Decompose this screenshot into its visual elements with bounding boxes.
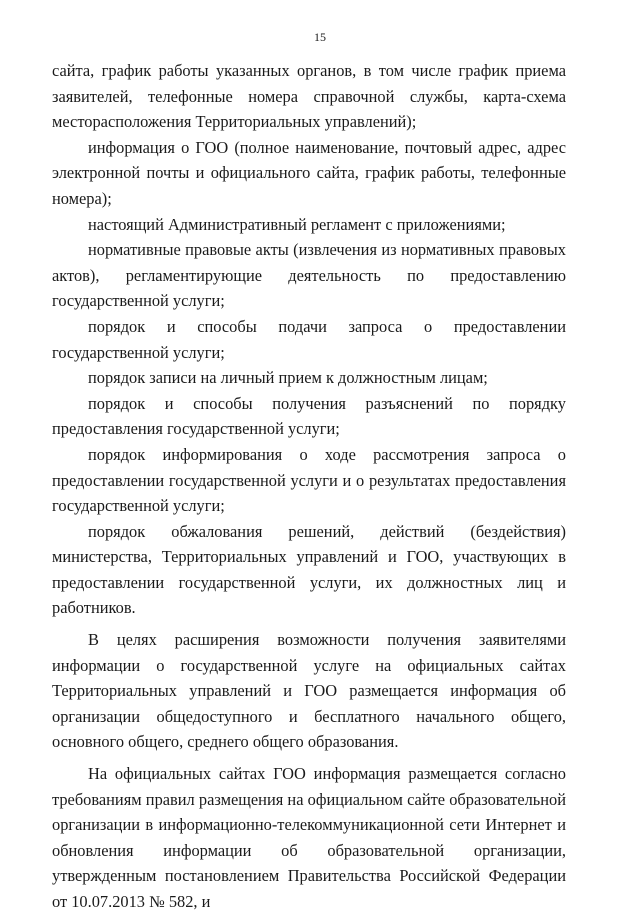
paragraph-9: порядок обжалования решений, действий (бездействия) министерства, Территориальных управлений и ГОО, участвующих в предоставлении государственной услуги, их должностных лиц и работников. — [52, 521, 566, 618]
paragraph-8: порядок информирования о ходе рассмотрения запроса о предоставлении государственной услуги и о результатах предоставления государственной услуги; — [52, 444, 566, 516]
paragraph-3: настоящий Административный регламент с приложениями; — [88, 214, 506, 234]
paragraph-4: нормативные правовые акты (извлечения из нормативных правовых актов), регламентирующие деятельность по предоставлению государственной услуги; — [52, 240, 566, 311]
paragraph-2: информация о ГОО (полное наименование, почтовый адрес, адрес электронной почты и официального сайта, график работы, телефонные номера); — [52, 137, 566, 208]
paragraph-7: порядок и способы получения разъяснений по порядку предоставления государственной услуги; — [52, 393, 566, 439]
paragraph-10: В целях расширения возможности получения заявителями информации о государственной услуге на официальных сайтах Территориальных управлений и ГОО размещается информация об организации общедоступного и бесплатного начального общего, основного общего, среднего общего образования. — [52, 630, 566, 752]
paragraph-6: порядок записи на личный прием к должностным лицам; — [88, 368, 488, 388]
paragraph-1: сайта, график работы указанных органов, в том числе график приема заявителей, телефонные номера справочной службы, карта-схема месторасположения Территориальных управлений); — [52, 61, 566, 132]
page-number: 15 — [314, 30, 326, 44]
paragraph-11: На официальных сайтах ГОО информация размещается согласно требованиям правил размещения на официальном сайте образовательной организации в информационно-телекоммуникационной сети Интернет и обновления информации об образовательной организации, утвержденным постановлением Правительства Российской Федерации от 10.07.2013 № 582, и — [52, 764, 566, 911]
paragraph-5: порядок и способы подачи запроса о предоставлении государственной услуги; — [52, 316, 566, 362]
document-body — [52, 58, 566, 915]
